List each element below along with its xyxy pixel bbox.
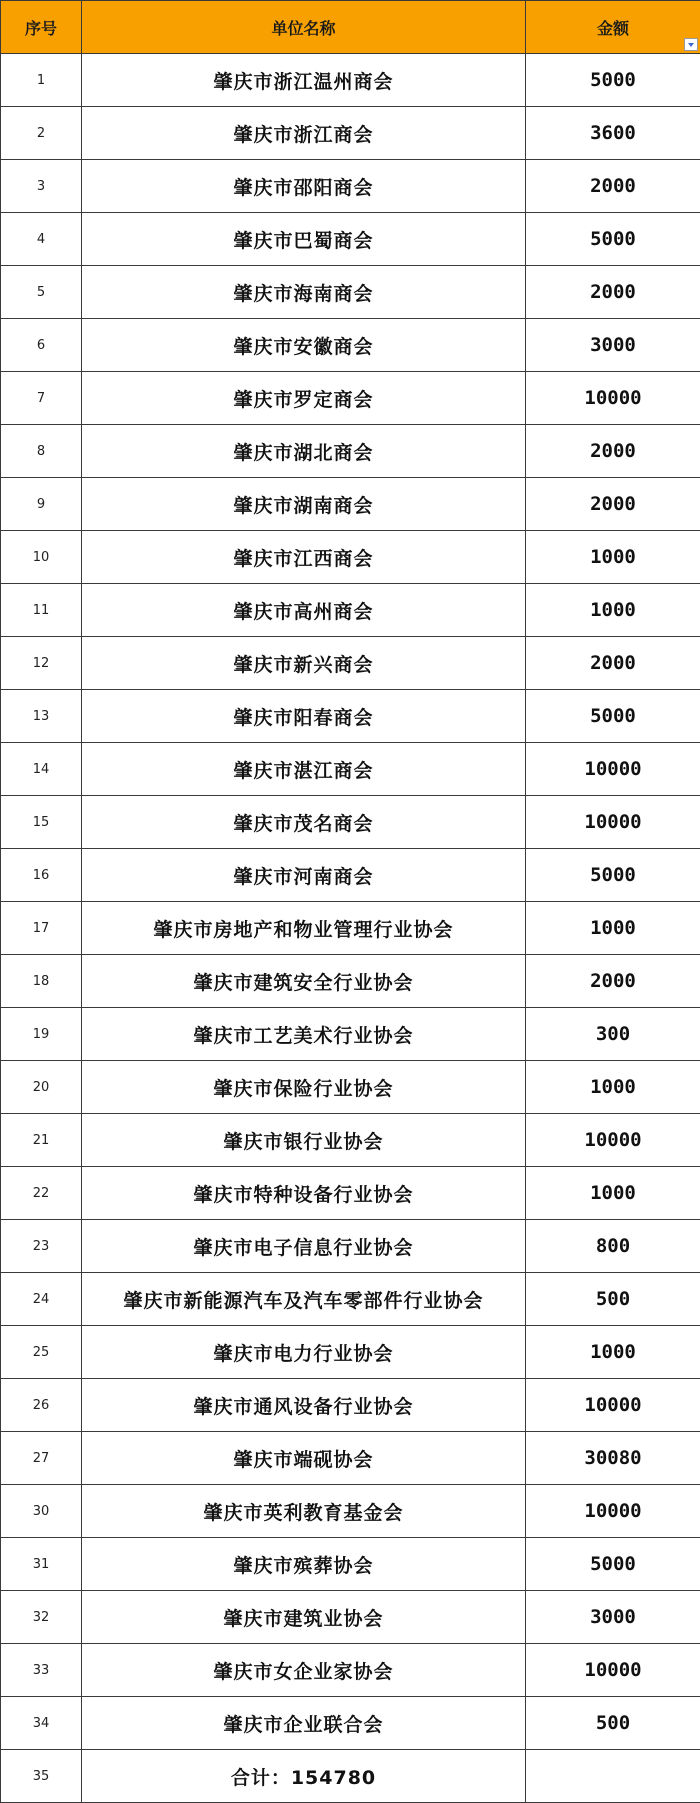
row-name: 肇庆市高州商会 [82,584,526,637]
row-index: 7 [1,372,82,425]
row-amount: 2000 [526,478,700,531]
row-name: 肇庆市邵阳商会 [82,160,526,213]
table-row [1,955,700,1008]
row-index: 27 [1,1432,82,1485]
row-name: 肇庆市电子信息行业协会 [82,1220,526,1273]
row-name: 肇庆市江西商会 [82,531,526,584]
row-amount: 10000 [526,1644,700,1697]
table-row [1,107,700,160]
row-name: 肇庆市河南商会 [82,849,526,902]
row-index: 24 [1,1273,82,1326]
table-body [1,54,700,1803]
row-name: 肇庆市英利教育基金会 [82,1485,526,1538]
row-index: 16 [1,849,82,902]
row-name: 肇庆市工艺美术行业协会 [82,1008,526,1061]
row-index: 5 [1,266,82,319]
row-index: 10 [1,531,82,584]
table-row [1,478,700,531]
row-index: 19 [1,1008,82,1061]
row-index: 11 [1,584,82,637]
table-row [1,902,700,955]
table-row [1,1220,700,1273]
row-amount: 3000 [526,1591,700,1644]
row-index: 6 [1,319,82,372]
row-name: 肇庆市端砚协会 [82,1432,526,1485]
row-amount: 1000 [526,1326,700,1379]
table-row [1,1644,700,1697]
header-row [1,1,700,54]
row-index: 20 [1,1061,82,1114]
table-row [1,1167,700,1220]
row-name: 肇庆市安徽商会 [82,319,526,372]
row-name: 肇庆市通风设备行业协会 [82,1379,526,1432]
row-amount: 5000 [526,54,700,107]
row-index: 31 [1,1538,82,1591]
header-amount [526,1,700,54]
row-amount: 2000 [526,637,700,690]
row-index: 4 [1,213,82,266]
row-name: 肇庆市巴蜀商会 [82,213,526,266]
row-amount: 30080 [526,1432,700,1485]
row-amount: 500 [526,1273,700,1326]
table-row [1,796,700,849]
row-amount: 10000 [526,1114,700,1167]
table-row [1,1591,700,1644]
row-amount: 5000 [526,849,700,902]
row-index: 17 [1,902,82,955]
row-name: 肇庆市保险行业协会 [82,1061,526,1114]
row-index: 15 [1,796,82,849]
row-name: 肇庆市银行业协会 [82,1114,526,1167]
row-index: 9 [1,478,82,531]
row-amount: 1000 [526,1061,700,1114]
row-index: 8 [1,425,82,478]
row-index: 3 [1,160,82,213]
header-index: 序号 [1,1,82,54]
table-row [1,372,700,425]
row-name: 肇庆市海南商会 [82,266,526,319]
row-name: 肇庆市特种设备行业协会 [82,1167,526,1220]
table-row [1,1326,700,1379]
row-index: 30 [1,1485,82,1538]
row-amount: 10000 [526,372,700,425]
row-amount: 5000 [526,690,700,743]
table-row [1,1485,700,1538]
total-row [1,1750,700,1803]
row-amount: 1000 [526,902,700,955]
total-amount [526,1750,700,1803]
row-index: 32 [1,1591,82,1644]
row-index: 14 [1,743,82,796]
table-row [1,54,700,107]
row-amount: 5000 [526,213,700,266]
row-index: 18 [1,955,82,1008]
row-index: 12 [1,637,82,690]
table-header [1,1,700,54]
table-row [1,160,700,213]
row-index: 25 [1,1326,82,1379]
row-name: 肇庆市建筑安全行业协会 [82,955,526,1008]
table-row [1,1061,700,1114]
row-index: 13 [1,690,82,743]
table-row [1,1008,700,1061]
row-amount: 1000 [526,584,700,637]
row-index: 2 [1,107,82,160]
filter-dropdown-icon[interactable] [684,38,698,51]
header-name: 单位名称 [82,1,526,54]
row-index: 1 [1,54,82,107]
row-name: 肇庆市建筑业协会 [82,1591,526,1644]
row-amount: 10000 [526,796,700,849]
table-row [1,319,700,372]
row-name: 肇庆市企业联合会 [82,1697,526,1750]
row-name: 肇庆市新能源汽车及汽车零部件行业协会 [82,1273,526,1326]
table-row [1,1538,700,1591]
row-amount: 10000 [526,1379,700,1432]
total-index: 35 [1,1750,82,1803]
row-name: 肇庆市浙江温州商会 [82,54,526,107]
row-amount: 3600 [526,107,700,160]
table-row [1,531,700,584]
table-row [1,1114,700,1167]
row-amount: 2000 [526,266,700,319]
row-index: 23 [1,1220,82,1273]
row-name: 肇庆市女企业家协会 [82,1644,526,1697]
row-amount: 10000 [526,1485,700,1538]
row-name: 肇庆市阳春商会 [82,690,526,743]
row-name: 肇庆市房地产和物业管理行业协会 [82,902,526,955]
row-index: 33 [1,1644,82,1697]
table-row [1,213,700,266]
row-name: 肇庆市湖北商会 [82,425,526,478]
header-amount-label: 金额 [596,18,629,38]
row-amount: 2000 [526,425,700,478]
row-amount: 10000 [526,743,700,796]
row-name: 肇庆市殡葬协会 [82,1538,526,1591]
table-row [1,690,700,743]
row-amount: 5000 [526,1538,700,1591]
row-index: 26 [1,1379,82,1432]
row-amount: 2000 [526,955,700,1008]
row-amount: 2000 [526,160,700,213]
row-amount: 1000 [526,531,700,584]
table-row [1,743,700,796]
row-name: 肇庆市湖南商会 [82,478,526,531]
table-row [1,425,700,478]
row-amount: 800 [526,1220,700,1273]
table-row [1,1697,700,1750]
table-row [1,1273,700,1326]
row-name: 肇庆市罗定商会 [82,372,526,425]
row-amount: 3000 [526,319,700,372]
row-name: 肇庆市新兴商会 [82,637,526,690]
total-label: 合计：154780 [82,1750,526,1803]
table-row [1,637,700,690]
row-amount: 1000 [526,1167,700,1220]
table-row [1,266,700,319]
table-row [1,584,700,637]
row-amount: 300 [526,1008,700,1061]
row-index: 34 [1,1697,82,1750]
row-index: 21 [1,1114,82,1167]
row-name: 肇庆市浙江商会 [82,107,526,160]
table-row [1,849,700,902]
row-name: 肇庆市电力行业协会 [82,1326,526,1379]
row-name: 肇庆市湛江商会 [82,743,526,796]
row-name: 肇庆市茂名商会 [82,796,526,849]
table-row [1,1432,700,1485]
row-index: 22 [1,1167,82,1220]
table-row [1,1379,700,1432]
row-amount: 500 [526,1697,700,1750]
